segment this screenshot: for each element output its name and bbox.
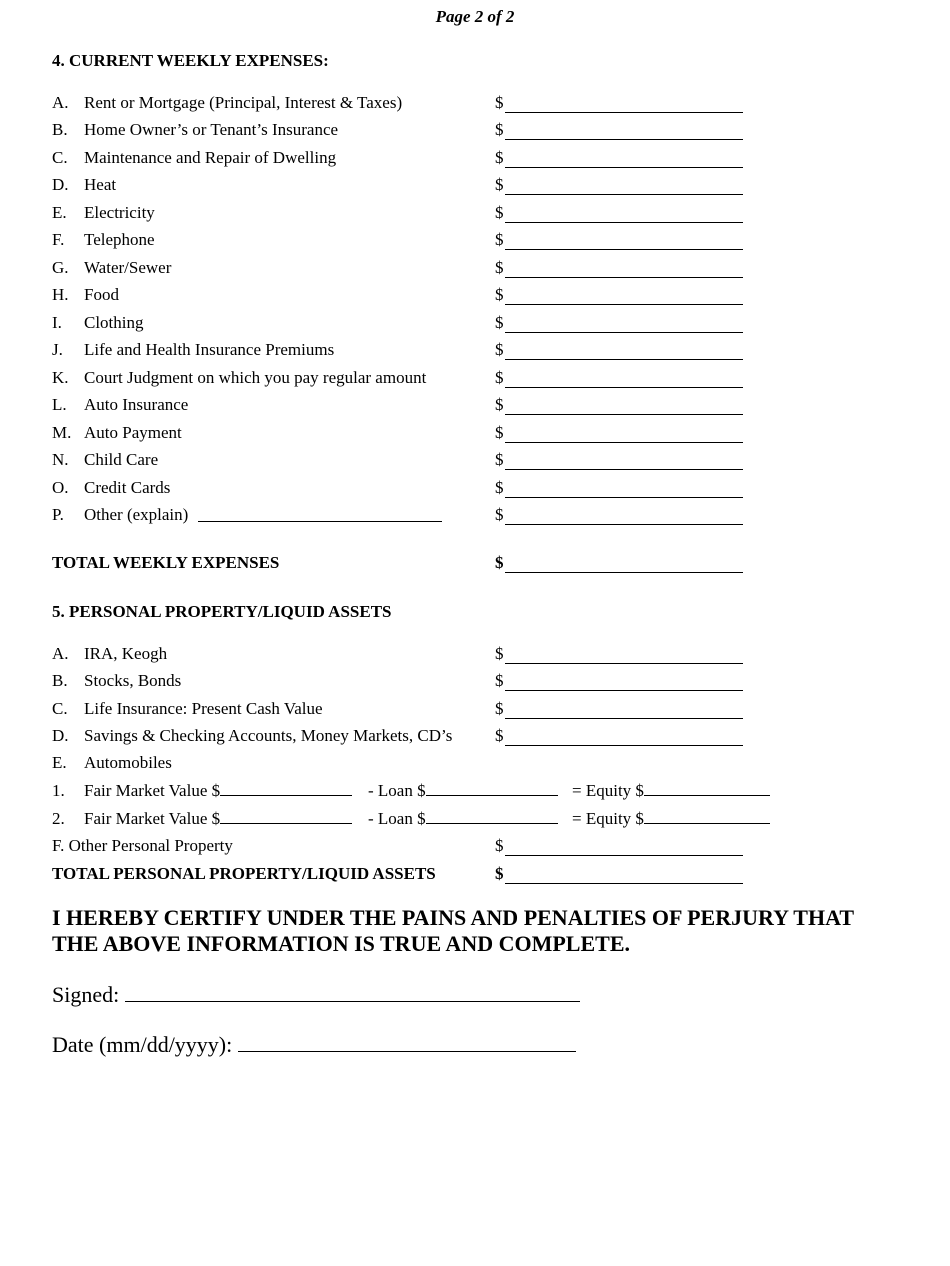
total-assets-field[interactable]: [495, 864, 743, 884]
line-item-letter: D.: [52, 725, 69, 745]
line-item-label: Auto Insurance: [84, 395, 189, 415]
other-personal-property-field[interactable]: [495, 836, 743, 856]
dollar-sign: $: [495, 836, 504, 855]
amount-field[interactable]: [495, 395, 743, 415]
equity-field-2[interactable]: [644, 809, 770, 824]
line-item-letter: C.: [52, 147, 68, 167]
dollar-sign: $: [495, 864, 504, 883]
fair-market-value-field-2[interactable]: [220, 809, 352, 824]
line-item-label: Rent or Mortgage (Principal, Interest & Taxes): [84, 93, 403, 112]
dollar-sign: $: [495, 553, 504, 572]
dollar-sign: $: [495, 450, 504, 470]
line-item-letter: E.: [52, 202, 67, 222]
other-explain-field[interactable]: [198, 507, 442, 522]
section-4-heading: 4. CURRENT WEEKLY EXPENSES:: [52, 51, 329, 70]
fair-market-value-label: Fair Market Value $: [84, 781, 221, 800]
fair-market-value-label: Fair Market Value $: [84, 809, 221, 828]
dollar-sign: $: [495, 120, 504, 140]
amount-field[interactable]: [495, 230, 743, 250]
line-item-letter: D.: [52, 175, 69, 195]
other-personal-property-label: F. Other Personal Property: [52, 836, 233, 855]
amount-field[interactable]: [495, 120, 743, 140]
loan-field-1[interactable]: [426, 781, 558, 796]
line-item-letter: F.: [52, 230, 65, 250]
line-item-letter: B.: [52, 671, 68, 691]
line-item-label: Life Insurance: Present Cash Value: [84, 698, 323, 718]
line-item-label: Savings & Checking Accounts, Money Markets, CD’s: [84, 725, 453, 745]
dollar-sign: $: [495, 175, 504, 195]
total-weekly-expenses-label: TOTAL WEEKLY EXPENSES: [52, 553, 280, 572]
dollar-sign: $: [495, 202, 504, 222]
date-label: Date (mm/dd/yyyy):: [52, 1032, 233, 1057]
line-item-label: Clothing: [84, 312, 144, 332]
amount-field[interactable]: [495, 175, 743, 195]
total-weekly-expenses-field[interactable]: [495, 553, 743, 573]
dollar-sign: $: [495, 725, 504, 745]
dollar-sign: $: [495, 312, 504, 332]
line-item-label: Auto Payment: [84, 422, 182, 442]
amount-field[interactable]: [495, 478, 743, 498]
line-item-letter: J.: [52, 340, 63, 360]
dollar-sign: $: [495, 644, 504, 663]
signed-label: Signed:: [52, 982, 120, 1007]
line-item-letter: M.: [52, 422, 72, 442]
amount-field[interactable]: [495, 726, 743, 746]
dollar-sign: $: [495, 395, 504, 415]
equity-label: = Equity $: [572, 781, 644, 800]
automobiles-label: Automobiles: [84, 753, 172, 772]
line-item-letter: O.: [52, 477, 69, 497]
line-item-label: Other (explain): [84, 505, 189, 525]
amount-field[interactable]: [495, 313, 743, 333]
dollar-sign: $: [495, 93, 504, 112]
amount-field[interactable]: [495, 644, 743, 664]
section-5-heading: 5. PERSONAL PROPERTY/LIQUID ASSETS: [52, 602, 392, 621]
dollar-sign: $: [495, 671, 504, 691]
date-field[interactable]: [238, 1033, 576, 1052]
amount-field[interactable]: [495, 93, 743, 113]
loan-field-2[interactable]: [426, 809, 558, 824]
amount-field[interactable]: [495, 203, 743, 223]
line-item-letter: G.: [52, 257, 69, 277]
line-item-label: Court Judgment on which you pay regular amount: [84, 367, 427, 387]
amount-field[interactable]: [495, 285, 743, 305]
amount-field[interactable]: [495, 340, 743, 360]
line-item-letter: C.: [52, 698, 68, 718]
line-item-letter: A.: [52, 93, 69, 112]
dollar-sign: $: [495, 340, 504, 360]
line-item-label: Life and Health Insurance Premiums: [84, 340, 335, 360]
amount-field[interactable]: [495, 699, 743, 719]
dollar-sign: $: [495, 698, 504, 718]
dollar-sign: $: [495, 147, 504, 167]
amount-field[interactable]: [495, 258, 743, 278]
line-item-letter: H.: [52, 285, 69, 305]
line-item-label: Water/Sewer: [84, 257, 172, 277]
equity-label: = Equity $: [572, 809, 644, 828]
page-header: Page 2 of 2: [435, 7, 515, 26]
amount-field[interactable]: [495, 671, 743, 691]
line-item-letter: L.: [52, 395, 67, 415]
dollar-sign: $: [495, 230, 504, 250]
line-item-label: Child Care: [84, 450, 159, 470]
line-item-label: Food: [84, 285, 119, 305]
perjury-certification: I HEREBY CERTIFY UNDER THE PAINS AND PENALTIES OF PERJURY THAT THE ABOVE INFORMATION IS TRUE AND COMPLETE.: [52, 905, 854, 956]
line-item-letter: P.: [52, 505, 64, 525]
line-item-letter: B.: [52, 120, 68, 140]
total-assets-label: TOTAL PERSONAL PROPERTY/LIQUID ASSETS: [52, 864, 436, 883]
dollar-sign: $: [495, 285, 504, 305]
auto-row-number: 2.: [52, 809, 65, 828]
line-item-label: Maintenance and Repair of Dwelling: [84, 147, 337, 167]
equity-field-1[interactable]: [644, 781, 770, 796]
amount-field[interactable]: [495, 505, 743, 525]
line-item-label: Home Owner’s or Tenant’s Insurance: [84, 120, 339, 140]
signature-field[interactable]: [125, 983, 580, 1002]
amount-field[interactable]: [495, 423, 743, 443]
auto-row-number: 1.: [52, 781, 65, 800]
dollar-sign: $: [495, 505, 504, 525]
line-item-label: Electricity: [84, 202, 155, 222]
line-item-label: Heat: [84, 175, 117, 195]
dollar-sign: $: [495, 367, 504, 387]
amount-field[interactable]: [495, 368, 743, 388]
line-item-label: Telephone: [84, 230, 155, 250]
amount-field[interactable]: [495, 450, 743, 470]
line-item-label: Stocks, Bonds: [84, 671, 182, 691]
line-item-letter: I.: [52, 312, 62, 332]
line-item-label: IRA, Keogh: [84, 644, 168, 663]
dollar-sign: $: [495, 257, 504, 277]
dollar-sign: $: [495, 422, 504, 442]
date-row: [52, 1032, 576, 1058]
line-item-letter: A.: [52, 644, 69, 663]
signature-row: [52, 982, 580, 1008]
amount-field[interactable]: [495, 148, 743, 168]
fair-market-value-field-1[interactable]: [220, 781, 352, 796]
loan-label: - Loan $: [368, 781, 426, 800]
loan-label: - Loan $: [368, 809, 426, 828]
line-item-label: Credit Cards: [84, 477, 171, 497]
automobiles-letter: E.: [52, 753, 67, 772]
line-item-letter: N.: [52, 450, 69, 470]
dollar-sign: $: [495, 477, 504, 497]
line-item-letter: K.: [52, 367, 69, 387]
